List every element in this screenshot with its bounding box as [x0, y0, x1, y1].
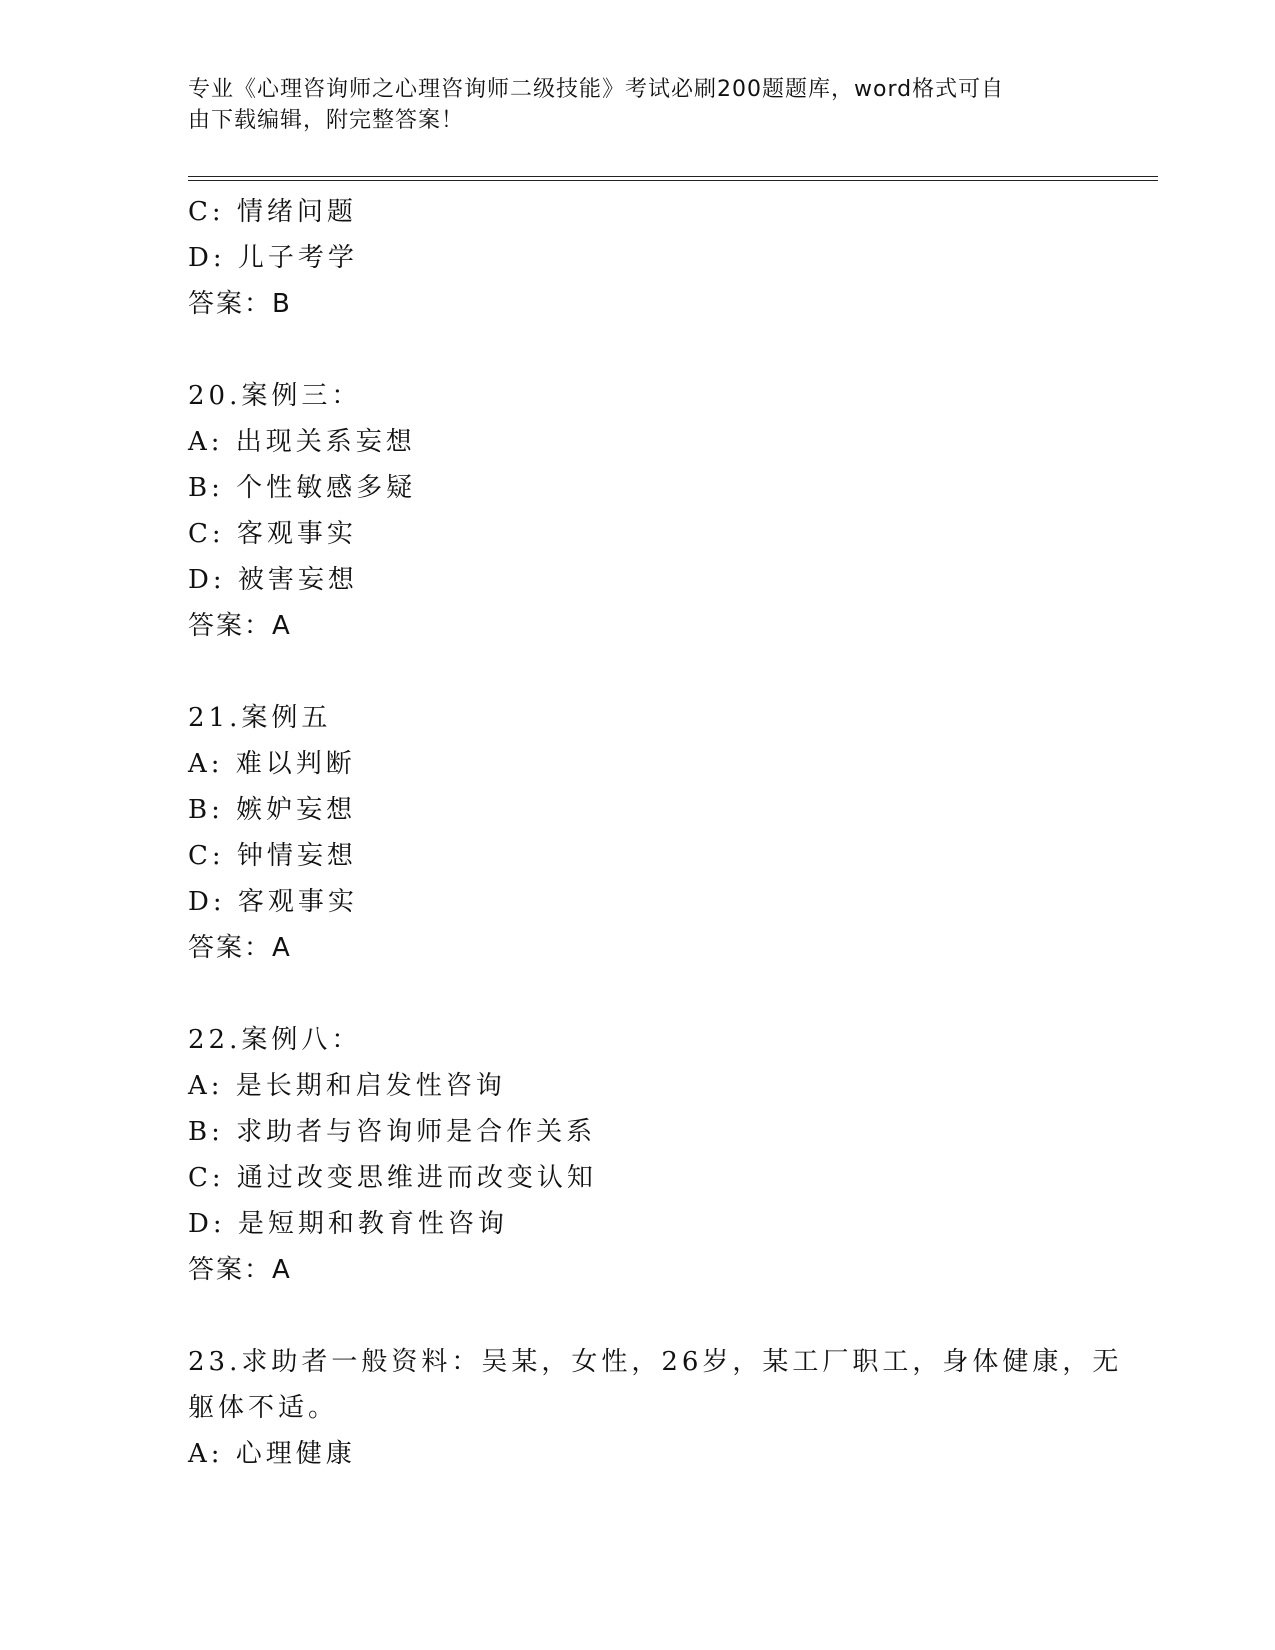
answer-line: 答案：A	[188, 933, 292, 963]
answer-line: 答案：A	[188, 1255, 292, 1285]
option-c: C: 通过改变思维进而改变认知	[188, 1163, 597, 1193]
option-b: B: 求助者与咨询师是合作关系	[188, 1117, 597, 1147]
option-b: B: 嫉妒妄想	[188, 795, 357, 825]
option-a: A: 心理健康	[188, 1439, 356, 1469]
question-stem: 23.求助者一般资料：吴某，女性，26岁，某工厂职工，身体健康，无	[188, 1347, 1123, 1377]
header-divider-top	[188, 176, 1158, 177]
option-c: C: 情绪问题	[188, 197, 357, 227]
option-c: C: 客观事实	[188, 519, 357, 549]
spacer	[188, 971, 1148, 1017]
option-a: A: 难以判断	[188, 749, 356, 779]
question-23	[188, 1339, 1148, 1477]
question-21	[188, 695, 1148, 971]
spacer	[188, 649, 1148, 695]
option-a: A: 是长期和启发性咨询	[188, 1071, 506, 1101]
option-d: D: 被害妄想	[188, 565, 358, 595]
option-d: D: 儿子考学	[188, 243, 358, 273]
option-a: A: 出现关系妄想	[188, 427, 416, 457]
header-line-1: 专业《心理咨询师之心理咨询师二级技能》考试必刷200题题库，word格式可自	[188, 77, 1005, 102]
question-20	[188, 373, 1148, 649]
option-b: B: 个性敏感多疑	[188, 473, 417, 503]
document-header	[188, 74, 1088, 136]
option-d: D: 客观事实	[188, 887, 358, 917]
spacer	[188, 1293, 1148, 1339]
question-stem: 21.案例五	[188, 703, 332, 733]
option-c: C: 钟情妄想	[188, 841, 357, 871]
question-22	[188, 1017, 1148, 1293]
question-list	[188, 189, 1148, 1477]
question-stem-continued: 躯体不适。	[188, 1393, 339, 1423]
question-stem: 20.案例三：	[188, 381, 362, 411]
option-d: D: 是短期和教育性咨询	[188, 1209, 508, 1239]
question-stem: 22.案例八：	[188, 1025, 362, 1055]
answer-line: 答案：B	[188, 289, 292, 319]
header-divider-bottom	[188, 180, 1158, 181]
spacer	[188, 327, 1148, 373]
header-line-2: 由下载编辑，附完整答案！	[188, 108, 465, 133]
answer-line: 答案：A	[188, 611, 292, 641]
question-19	[188, 189, 1148, 327]
